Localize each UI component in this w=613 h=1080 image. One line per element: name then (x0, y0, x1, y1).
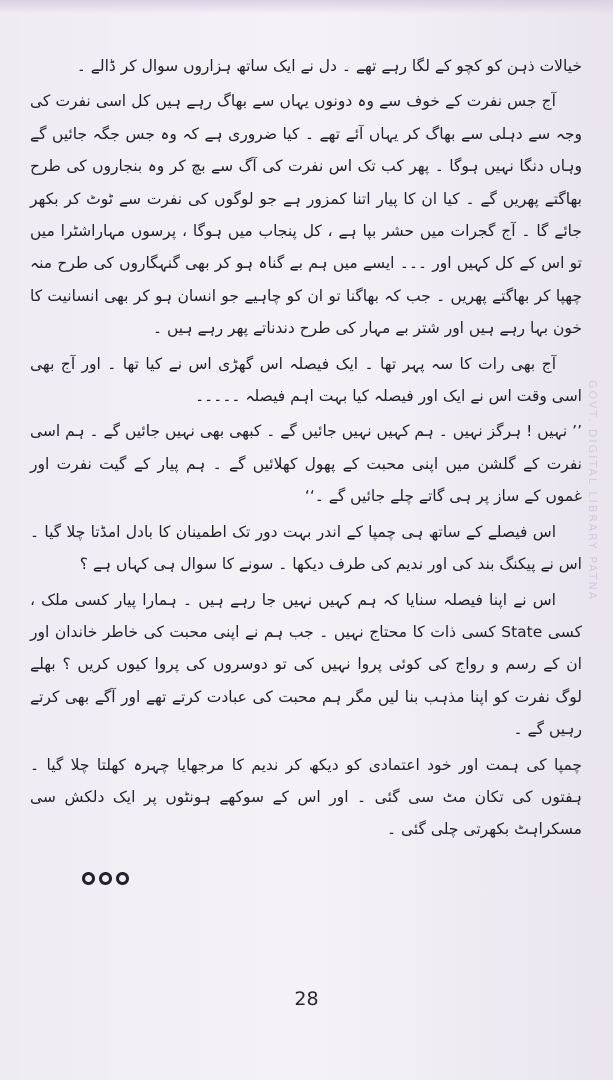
ornament-circle-icon (99, 872, 112, 885)
ornament-circle-icon (116, 872, 129, 885)
paragraph-5: اس فیصلے کے ساتھ ہی چمپا کے اندر بہت دور تک اطمینان کا بادل امڈتا چلا گیا ۔ اس نے پیکنگ بند کی اور ندیم کی طرف دیکھا ۔ سونے کا سوال ہی کہاں ہے ؟ (30, 522, 582, 574)
paragraph-1: خیالات ذہن کو کچو کے لگا رہے تھے ۔ دل نے ایک ساتھ ہزاروں سوال کر ڈالے ۔ (76, 57, 582, 75)
paragraph-6: اس نے اپنا فیصلہ سنایا کہ ہم کہیں نہیں جا رہے ہیں ۔ ہمارا پیار کسی ملک ، کسی State کسی ذات کا محتاج نہیں ۔ جب ہم نے اپنی محبت کی خاطر خاندان اور ان کے رسم و رواج کی کوئی پروا نہیں کی تو دوسروں کی پروا کیوں کریں ؟ بھلے لوگ نفرت کو اپنا مذہب بنا لیں مگر ہم محبت کی عبادت کرتے تھے اور آگے بھی کرتے رہیں گے ۔ (30, 590, 582, 739)
page-top-edge (0, 0, 613, 14)
paragraph-7: چمپا کی ہمت اور خود اعتمادی کو دیکھ کر ندیم کا مرجھایا چہرہ کھلتا چلا گیا ۔ ہفتوں کی تکان مٹ سی گئی ۔ اور اس کے سوکھے ہونٹوں پر ایک دلکش سی مسکراہٹ بکھرتی چلی گئی ۔ (30, 755, 582, 839)
library-stamp-watermark: GOVT. DIGITAL LIBRARY PATNA (586, 380, 599, 602)
paragraph-4-quote: ’’ نہیں ! ہرگز نہیں ۔ ہم کہیں نہیں جائیں گے ۔ کبھی بھی نہیں جائیں گے ۔ ہم اسی نفرت کے گلشن میں اپنی محبت کے پھول کھلائیں گے ۔ ہم پیار کے گیت نفرت اور غموں کے ساز پر ہی گاتے چلے جائیں گے ۔‘‘ (30, 422, 582, 506)
ornament-circle-icon (82, 872, 95, 885)
section-end-ornament (82, 872, 129, 885)
paragraph-2: آج جس نفرت کے خوف سے وہ دونوں یہاں سے بھاگ رہے ہیں کل اسی نفرت کی وجہ سے دہلی سے بھاگ کر یہاں آئے تھے ۔ کیا ضروری ہے کہ وہ جس جگہ جائیں گے وہاں دنگا نہیں ہوگا ۔ پھر کب تک اس نفرت کی آگ سے بچ کر وہ بنجاروں کی طرح بھاگتے پھریں گے ۔ کیا ان کا پیار اتنا کمزور ہے جو لوگوں کی نفرت سے ٹوٹ کر بکھر جائے گا ۔ آج گجرات میں حشر بپا ہے ، کل پنجاب میں ہوگا ، پرسوں مہاراشٹرا میں تو اس کے کل کہیں اور ۔۔۔ ایسے میں ہم بے گناہ ہو کر بھی گنہگاروں کی طرح منہ چھپا کر بھاگتے پھریں ۔ جب کہ بھاگنا تو ان کو چاہیے جو انسان ہو کر بھی انسانیت کا خون بہا رہے ہیں اور شتر بے مہار کی طرح دندناتے پھر رہے ہیں ۔ (30, 92, 582, 338)
page-number: 28 (294, 988, 319, 1010)
paragraph-3: آج بھی رات کا سہ پہر تھا ۔ ایک فیصلہ اس گھڑی اس نے کیا تھا ۔ اور آج بھی اسی وقت اس نے ایک اور فیصلہ کیا بہت اہم فیصلہ ۔۔۔۔۔ (30, 354, 582, 406)
urdu-text-body (30, 50, 582, 849)
